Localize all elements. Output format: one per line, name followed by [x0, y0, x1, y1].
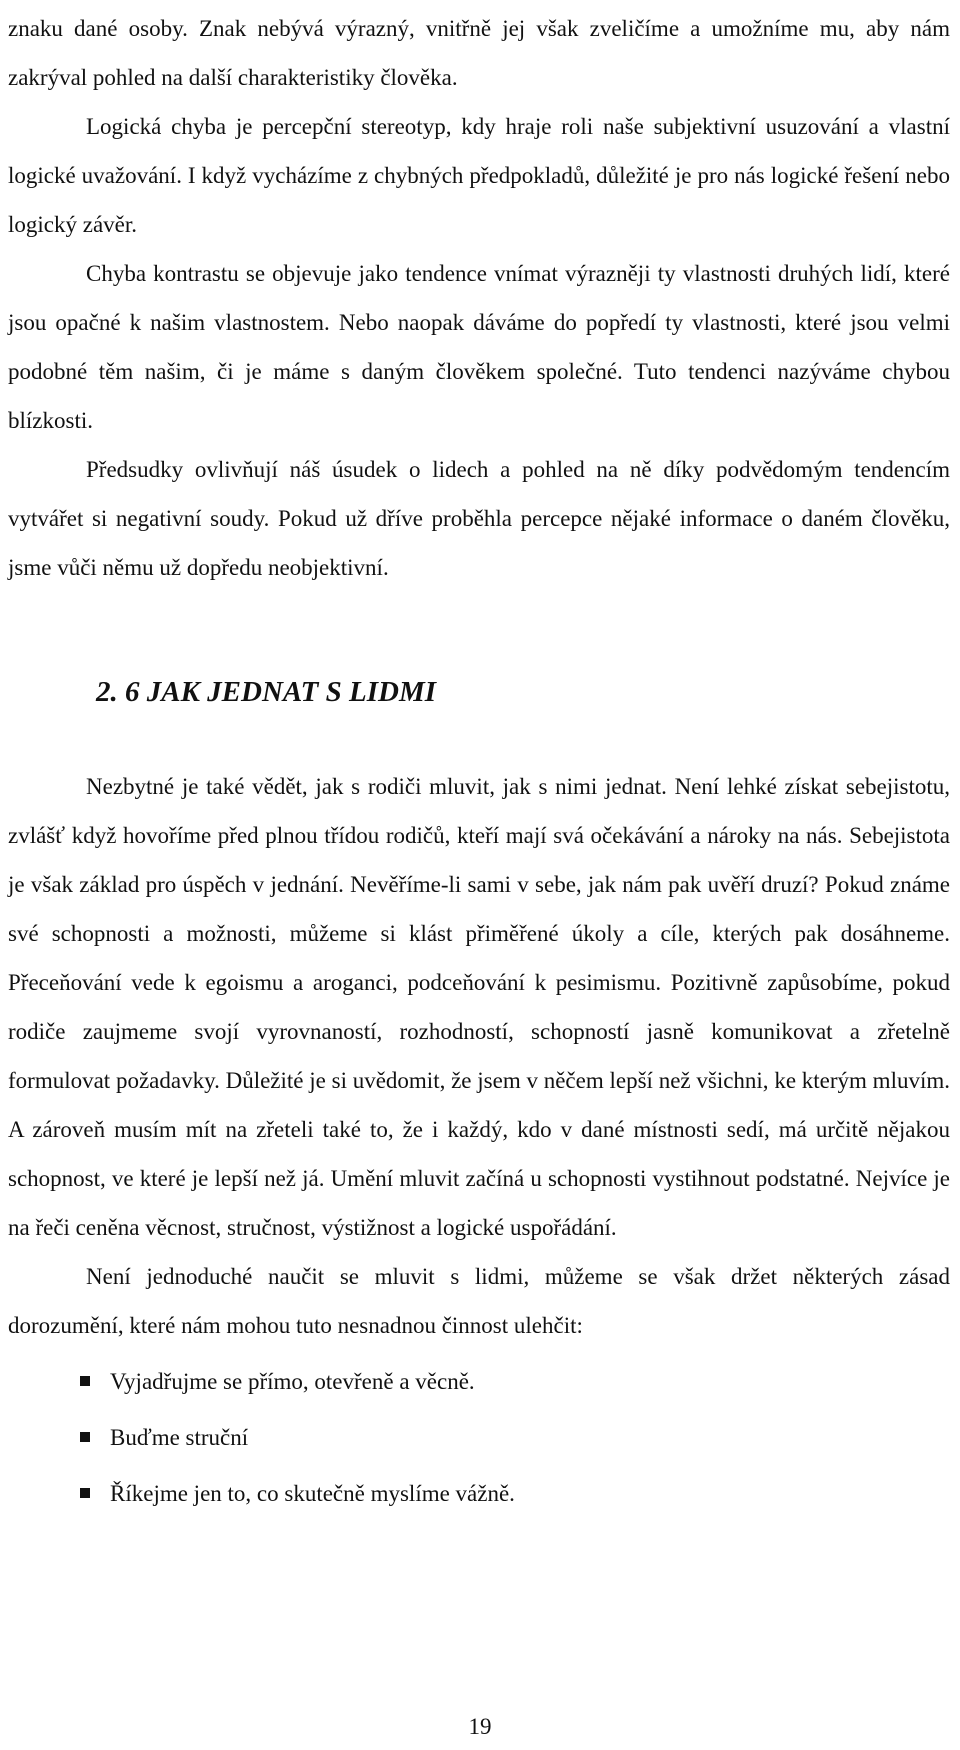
paragraph-logicka-chyba: Logická chyba je percepční stereotyp, kdy hraje roli naše subjektivní usuzování a vlastní logické uvažování. I když vycházíme z chybných předpokladů, důležité je pro nás logické řešení nebo logický závěr. [8, 114, 950, 237]
paragraph-continuation: znaku dané osoby. Znak nebývá výrazný, vnitřně jej však zveličíme a umožníme mu, aby nám zakrýval pohled na další charakteristiky člověka. [8, 16, 950, 90]
list-item-text: Vyjadřujme se přímo, otevřeně a věcně. [110, 1369, 475, 1394]
section-heading: 2. 6 JAK JEDNAT S LIDMI [96, 676, 437, 708]
paragraph-nezbytne: Nezbytné je také vědět, jak s rodiči mluvit, jak s nimi jednat. Není lehké získat sebejistotu, zvlášť když hovoříme před plnou třídou rodičů, kteří mají svá očekávání a nároky na nás. Sebejistota je však základ pro úspěch v jednání. Nevěříme-li sami v sebe, jak nám pak uvěří druzí? Pokud známe své schopnosti a možnosti, můžeme si klást přiměřené úkoly a cíle, kterých pak dosáhneme. Přeceňování vede k egoismu a aroganci, podceňování k pesimismu. Pozitivně zapůsobíme, pokud rodiče zaujmeme svojí vyrovnaností, rozhodností, schopností jasně komunikovat a zřetelně formulovat požadavky. Důležité je si uvědomit, že jsem v něčem lepší než všichni, ke kterým mluvím. A zároveň musím mít na zřeteli také to, že i každý, kdo v dané místnosti sedí, má určitě nějakou schopnost, ve které je lepší než já. Umění mluvit začíná u schopnosti vystihnout podstatné. Nejvíce je na řeči ceněna věcnost, stručnost, výstižnost a logické uspořádání. [8, 774, 950, 1240]
paragraph-chyba-kontrastu: Chyba kontrastu se objevuje jako tendence vnímat výrazněji ty vlastnosti druhých lidí, které jsou opačné k našim vlastnostem. Nebo naopak dáváme do popředí ty vlastnosti, které jsou velmi podobné těm našim, či je máme s daným člověkem společné. Tuto tendenci nazýváme chybou blízkosti. [8, 261, 950, 433]
list-item [78, 1414, 950, 1462]
paragraph-predsudky: Předsudky ovlivňují náš úsudek o lidech a pohled na ně díky podvědomým tendencím vytvářet si negativní soudy. Pokud už dříve proběhla percepce nějaké informace o daném člověku, jsme vůči němu už dopředu neobjektivní. [8, 457, 950, 580]
square-bullet-icon [80, 1432, 90, 1442]
list-item-text: Říkejme jen to, co skutečně myslíme vážně. [110, 1481, 515, 1506]
list-item [78, 1358, 950, 1406]
square-bullet-icon [80, 1376, 90, 1386]
list-item-text: Buďme struční [110, 1425, 249, 1450]
list-item [78, 1470, 950, 1518]
page-content [8, 0, 950, 1526]
bullet-list [8, 1358, 950, 1518]
square-bullet-icon [80, 1488, 90, 1498]
page-number: 19 [468, 1714, 492, 1739]
paragraph-neni-jednoduche: Není jednoduché naučit se mluvit s lidmi, můžeme se však držet některých zásad dorozumění, které nám mohou tuto nesnadnou činnost ulehčit: [8, 1264, 950, 1338]
